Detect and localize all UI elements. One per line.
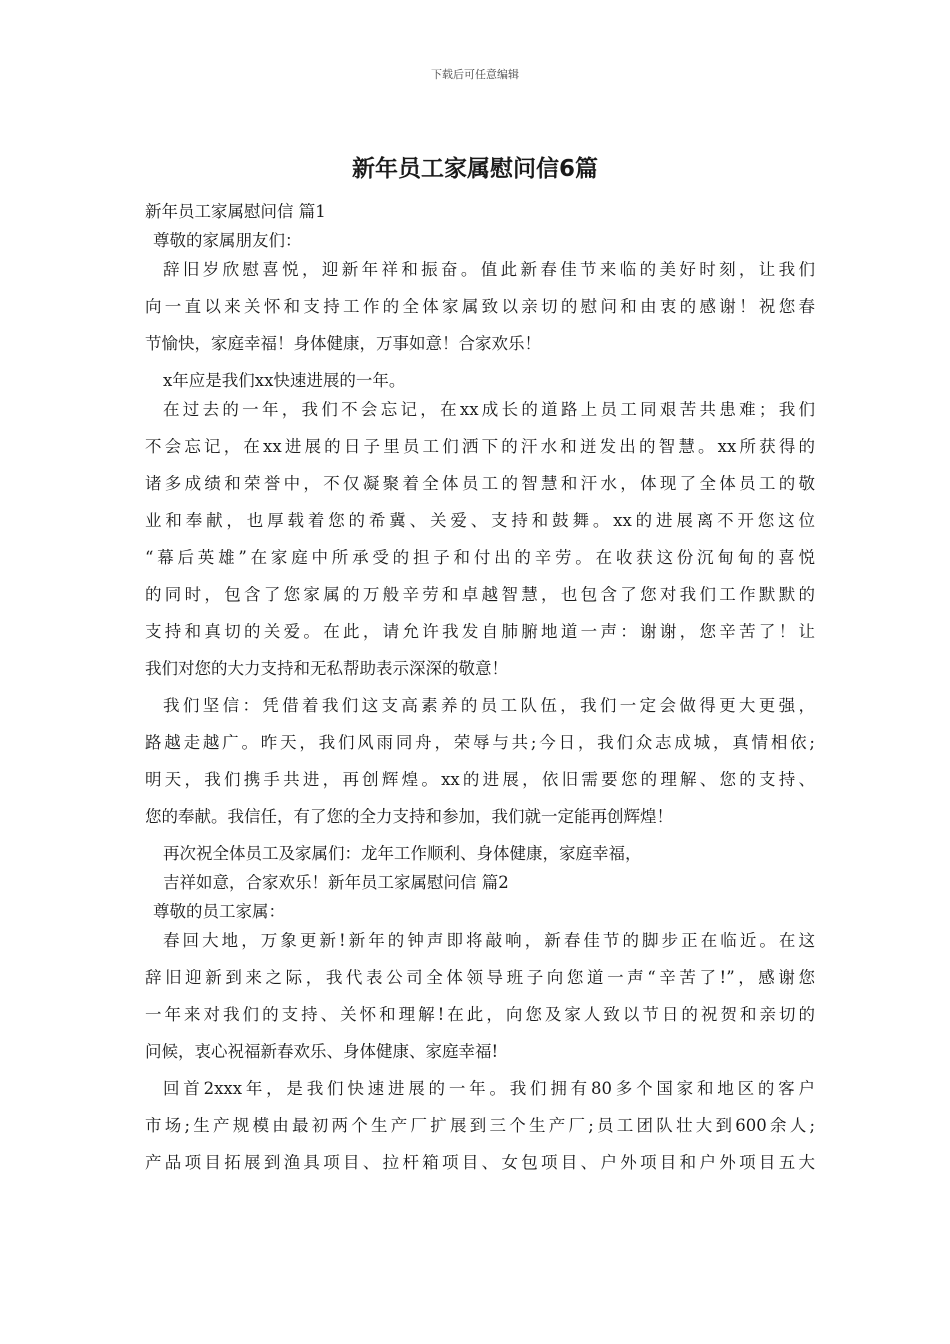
text-line: 再次祝全体员工及家属们：龙年工作顺利、身体健康，家庭幸福， (163, 844, 642, 863)
text-line: 向一直以来关怀和支持工作的全体家属致以亲切的慰问和由衷的感谢！祝您春 (145, 297, 815, 316)
text-line: 我们坚信：凭借着我们这支高素养的员工队伍，我们一定会做得更大更强， (163, 696, 815, 715)
text-line: 路越走越广。昨天，我们风雨同舟，荣辱与共;今日，我们众志成城，真情相依; (145, 733, 815, 752)
text-line: 我们对您的大力支持和无私帮助表示深深的敬意！ (145, 659, 508, 678)
document-title: 新年员工家属慰问信6篇 (351, 156, 598, 182)
text-line: 一年来对我们的支持、关怀和理解!在此，向您及家人致以节日的祝贺和亲切的 (145, 1005, 815, 1024)
text-line: 产品项目拓展到渔具项目、拉杆箱项目、女包项目、户外项目和户外项目五大 (145, 1153, 815, 1172)
text-line: 吉祥如意，合家欢乐！新年员工家属慰问信 篇2 (163, 873, 509, 892)
text-line: 业和奉献，也厚载着您的希冀、关爱、支持和鼓舞。xx的进展离不开您这位 (145, 511, 815, 530)
text-line: 新年员工家属慰问信 篇1 (145, 202, 326, 221)
text-line: 明天，我们携手共进，再创辉煌。xx的进展，依旧需要您的理解、您的支持、 (145, 770, 815, 789)
text-line: 市场;生产规模由最初两个生产厂扩展到三个生产厂;员工团队壮大到600余人; (145, 1116, 815, 1135)
text-line: 您的奉献。我信任，有了您的全力支持和参加，我们就一定能再创辉煌！ (145, 807, 673, 826)
header-note: 下载后可任意编辑 (431, 68, 519, 81)
text-line: x年应是我们xx快速进展的一年。 (163, 371, 406, 390)
text-line: 春回大地，万象更新!新年的钟声即将敲响，新春佳节的脚步正在临近。在这 (163, 931, 815, 950)
text-line: 诸多成绩和荣誉中，不仅凝聚着全体员工的智慧和汗水，体现了全体员工的敬 (145, 474, 815, 493)
text-line: 支持和真切的关爱。在此，请允许我发自肺腑地道一声：谢谢，您辛苦了！让 (145, 622, 815, 641)
text-line: 尊敬的员工家属： (153, 902, 285, 921)
text-line: 尊敬的家属朋友们： (153, 231, 302, 250)
text-line: 节愉快，家庭幸福！身体健康，万事如意！合家欢乐！ (145, 334, 541, 353)
document-body (145, 198, 815, 1186)
text-line: 回首2xxx年，是我们快速进展的一年。我们拥有80多个国家和地区的客户 (163, 1079, 815, 1098)
text-line: 问候，衷心祝福新春欢乐、身体健康、家庭幸福! (145, 1042, 499, 1061)
text-line: 在过去的一年，我们不会忘记，在xx成长的道路上员工同艰苦共患难；我们 (163, 400, 815, 419)
text-line: 辞旧迎新到来之际，我代表公司全体领导班子向您道一声“辛苦了!”，感谢您 (145, 968, 815, 987)
text-line: “幕后英雄”在家庭中所承受的担子和付出的辛劳。在收获这份沉甸甸的喜悦 (145, 548, 815, 567)
text-line: 不会忘记，在xx进展的日子里员工们洒下的汗水和迸发出的智慧。xx所获得的 (145, 437, 815, 456)
text-line: 辞旧岁欣慰喜悦，迎新年祥和振奋。值此新春佳节来临的美好时刻，让我们 (163, 260, 815, 279)
text-line: 的同时，包含了您家属的万般辛劳和卓越智慧，也包含了您对我们工作默默的 (145, 585, 815, 604)
